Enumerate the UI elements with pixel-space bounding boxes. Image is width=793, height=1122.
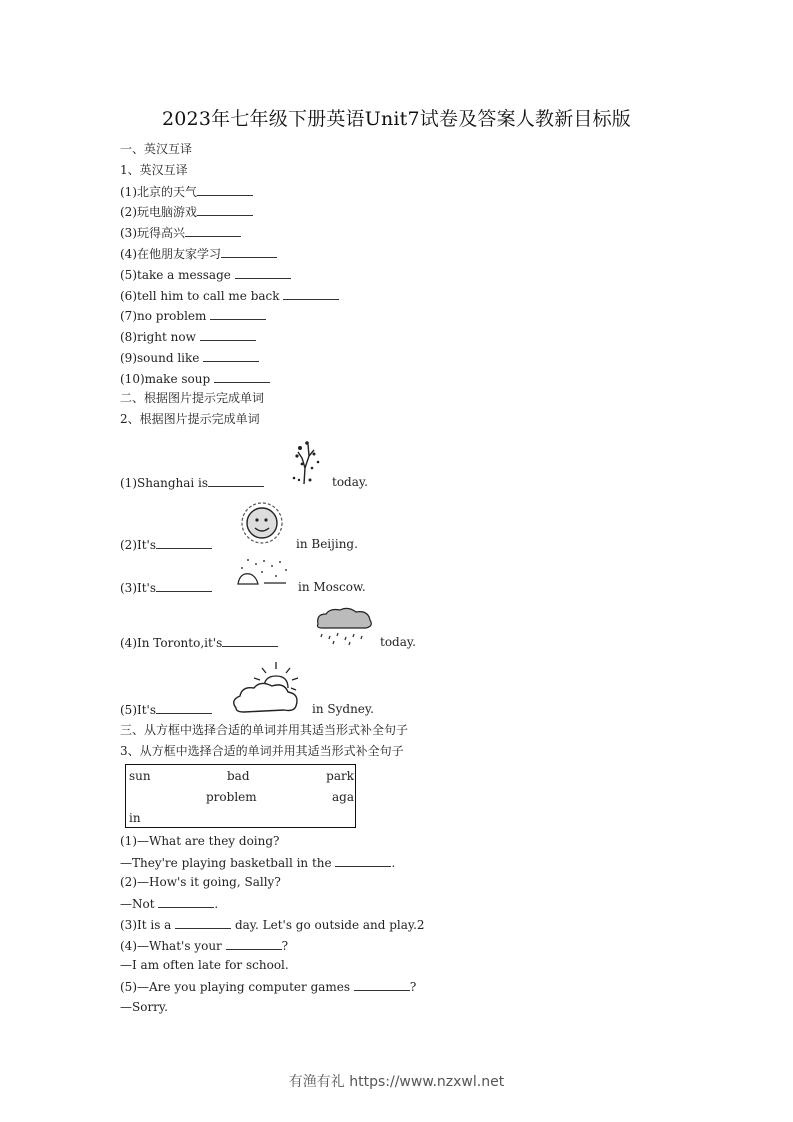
answer-blank xyxy=(203,350,259,362)
picture-item-2 xyxy=(120,537,212,552)
item-text: (1)北京的天气 xyxy=(120,185,197,199)
picture-item-5 xyxy=(120,702,212,717)
sentence-line-8 xyxy=(120,979,416,994)
word-option: sun xyxy=(129,769,151,783)
picture-item-4 xyxy=(120,635,278,650)
picture-item-4-suffix: today. xyxy=(380,635,416,649)
item-text: (6)tell him to call me back xyxy=(120,289,284,303)
word-option: in xyxy=(129,811,141,825)
section1-heading: 一、英汉互译 xyxy=(120,142,193,156)
sentence-text: —Sorry. xyxy=(120,1000,168,1014)
translate-item-5 xyxy=(120,267,291,282)
cloudy-sun-icon xyxy=(230,660,306,716)
answer-blank xyxy=(158,896,214,908)
answer-blank xyxy=(156,580,212,592)
sentence-text: . xyxy=(391,856,396,870)
sun-icon xyxy=(238,497,288,547)
word-option: problem xyxy=(206,790,257,804)
item-text: (2)玩电脑游戏 xyxy=(120,205,197,219)
item-text: (5)take a message xyxy=(120,268,235,282)
sentence-text: . xyxy=(214,897,219,911)
item-text: (3)It's xyxy=(120,581,157,595)
sentence-text: (4)—What's your xyxy=(120,939,226,953)
sentence-line-4 xyxy=(120,896,218,911)
picture-item-3-suffix: in Moscow. xyxy=(298,580,366,594)
section2-heading: 二、根据图片提示完成单词 xyxy=(120,391,265,405)
sentence-text: —I am often late for school. xyxy=(120,958,289,972)
answer-blank xyxy=(197,204,253,216)
page-title: 2023年七年级下册英语Unit7试卷及答案人教新目标版 xyxy=(161,108,631,130)
sentence-line-9 xyxy=(120,1000,168,1014)
sentence-line-1 xyxy=(120,834,280,848)
item-text: (4)In Toronto,it's xyxy=(120,636,223,650)
word-option: bad xyxy=(227,769,250,783)
item-text: (3)玩得高兴 xyxy=(120,226,185,240)
section1-subheading: 1、英汉互译 xyxy=(120,163,188,177)
sentence-text: ? xyxy=(281,939,289,953)
sentence-text: (1)—What are they doing? xyxy=(120,834,280,848)
translate-item-2 xyxy=(120,204,253,219)
translate-item-3 xyxy=(120,225,241,240)
word-option: aga xyxy=(332,790,354,804)
answer-blank xyxy=(175,917,231,929)
word-box xyxy=(125,764,356,828)
sentence-text: day. Let's go outside and play.2 xyxy=(231,918,425,932)
translate-item-10 xyxy=(120,371,270,386)
answer-blank xyxy=(221,246,277,258)
answer-blank xyxy=(354,979,410,991)
item-text: (1)Shanghai is xyxy=(120,476,209,490)
section3-subheading: 3、从方框中选择合适的单词并用其适当形式补全句子 xyxy=(120,744,404,758)
answer-blank xyxy=(235,267,291,279)
section2-subheading: 2、根据图片提示完成单词 xyxy=(120,412,260,426)
item-text: (10)make soup xyxy=(120,372,214,386)
sentence-line-2 xyxy=(120,855,395,870)
windy-tree-icon xyxy=(288,438,324,486)
answer-blank xyxy=(156,537,212,549)
answer-blank xyxy=(200,329,256,341)
answer-blank xyxy=(156,702,212,714)
sentence-text: ? xyxy=(409,980,417,994)
picture-item-3 xyxy=(120,580,212,595)
answer-blank xyxy=(208,475,264,487)
snow-icon xyxy=(234,556,292,588)
sentence-line-6 xyxy=(120,938,288,953)
item-text: (5)It's xyxy=(120,703,157,717)
answer-blank xyxy=(197,184,253,196)
item-text: (4)在他朋友家学习 xyxy=(120,247,221,261)
answer-blank xyxy=(214,371,270,383)
sentence-text: (5)—Are you playing computer games xyxy=(120,980,354,994)
rain-cloud-icon xyxy=(312,606,376,646)
sentence-line-3 xyxy=(120,875,281,889)
translate-item-7 xyxy=(120,308,266,323)
picture-item-1 xyxy=(120,475,264,490)
answer-blank xyxy=(222,635,278,647)
translate-item-4 xyxy=(120,246,277,261)
sentence-text: —They're playing basketball in the xyxy=(120,856,336,870)
sentence-text: (2)—How's it going, Sally? xyxy=(120,875,281,889)
answer-blank xyxy=(283,288,339,300)
sentence-line-5 xyxy=(120,917,425,932)
picture-item-5-suffix: in Sydney. xyxy=(312,702,374,716)
item-text: (8)right now xyxy=(120,330,200,344)
picture-item-1-suffix: today. xyxy=(332,475,368,489)
item-text: (2)It's xyxy=(120,538,157,552)
item-text: (7)no problem xyxy=(120,309,211,323)
sentence-text: —Not xyxy=(120,897,159,911)
item-text: (9)sound like xyxy=(120,351,204,365)
word-option: park xyxy=(326,769,354,783)
translate-item-8 xyxy=(120,329,256,344)
translate-item-9 xyxy=(120,350,259,365)
translate-item-6 xyxy=(120,288,339,303)
translate-item-1 xyxy=(120,184,253,199)
sentence-line-7 xyxy=(120,958,289,972)
answer-blank xyxy=(185,225,241,237)
answer-blank xyxy=(210,308,266,320)
section3-heading: 三、从方框中选择合适的单词并用其适当形式补全句子 xyxy=(120,723,409,737)
picture-item-2-suffix: in Beijing. xyxy=(296,537,358,551)
sentence-text: (3)It is a xyxy=(120,918,176,932)
footer-watermark: 有渔有礼 https://www.nzxwl.net xyxy=(288,1074,505,1090)
answer-blank xyxy=(226,938,282,950)
answer-blank xyxy=(335,855,391,867)
